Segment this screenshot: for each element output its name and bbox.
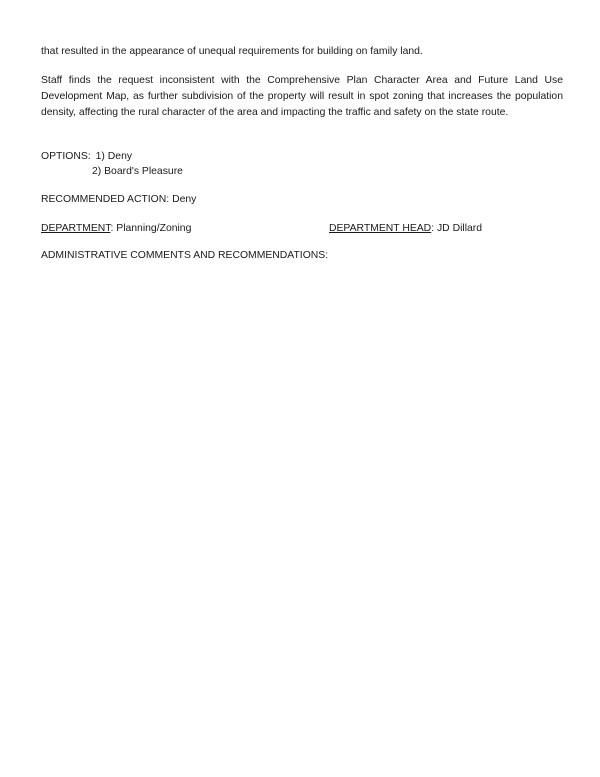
department-head-value: JD Dillard [436, 223, 483, 234]
department-head-row [329, 221, 482, 237]
option-1: 1) Deny [95, 151, 133, 162]
department-colon: : [110, 223, 117, 234]
recommended-action-row [41, 192, 196, 208]
recommended-action-value: Deny [172, 194, 197, 205]
department-value: Planning/Zoning [116, 223, 192, 234]
options-label: OPTIONS: [41, 151, 91, 162]
department-label: DEPARTMENT [41, 223, 111, 234]
recommended-action-label: RECOMMENDED ACTION: [41, 194, 170, 205]
admin-comments-heading: ADMINISTRATIVE COMMENTS AND RECOMMENDATIONS: [41, 250, 329, 261]
department-row [41, 221, 191, 237]
staff-finding-paragraph [41, 73, 563, 121]
department-head-colon: : [431, 223, 437, 234]
option-2: 2) Board's Pleasure [92, 166, 183, 177]
options-row [41, 149, 132, 165]
continuation-line: that resulted in the appearance of unequal requirements for building on family land. [41, 46, 423, 57]
department-head-label: DEPARTMENT HEAD [329, 223, 432, 234]
staff-finding-text: Staff finds the request inconsistent with the Comprehensive Plan Character Area and Future Land Use Development Map, as further subdivision of the property will result in spot zoning that increases the population density, affecting the rural character of the area and impacting the traffic and safety on the state route. [41, 75, 563, 118]
